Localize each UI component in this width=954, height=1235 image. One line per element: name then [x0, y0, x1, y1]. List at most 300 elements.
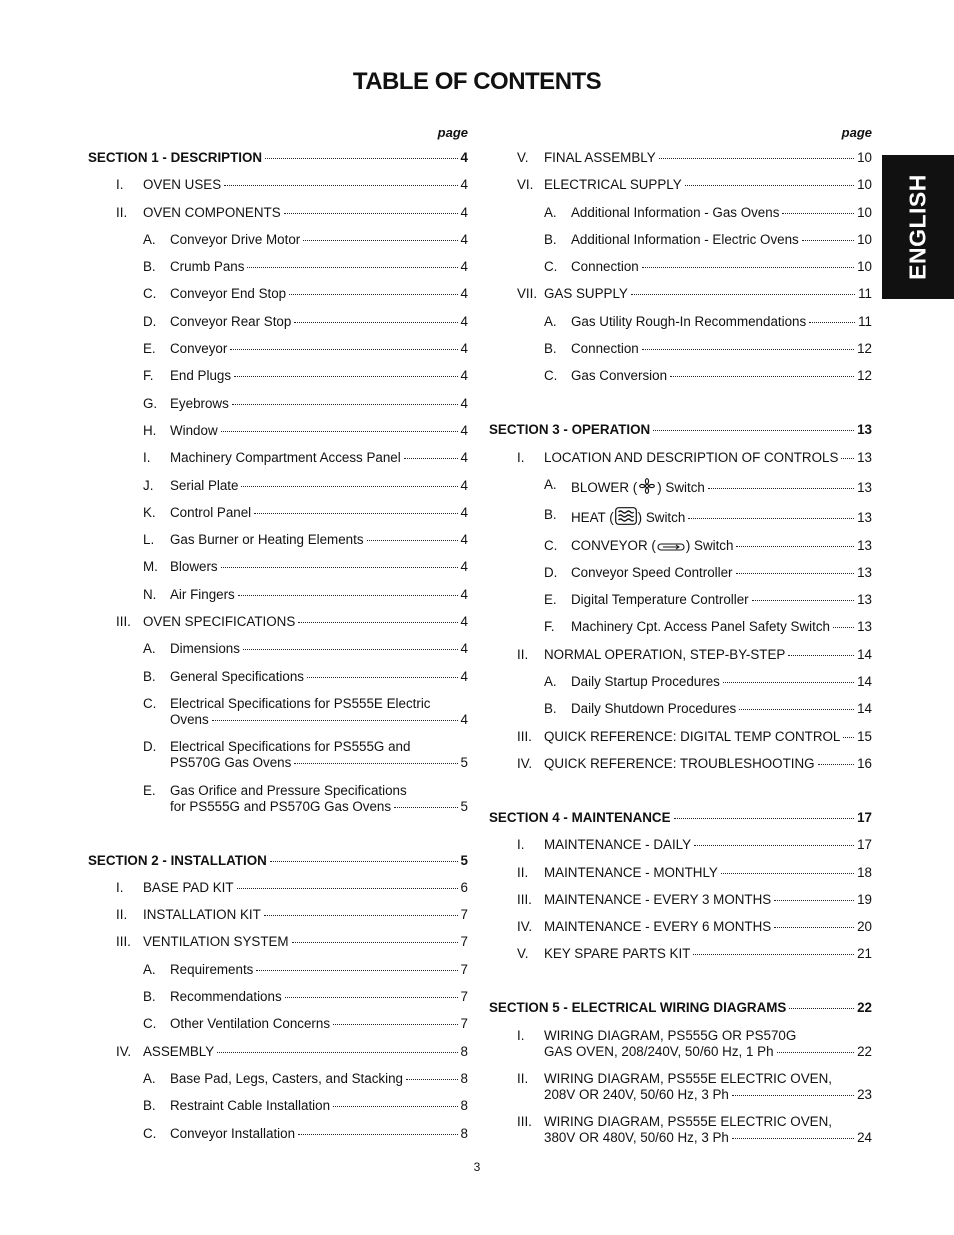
toc-entry-line — [170, 423, 468, 439]
toc-entry — [489, 1071, 872, 1103]
toc-page-number: 11 — [858, 286, 872, 302]
toc-entry-title: Connection — [571, 341, 639, 357]
toc-entry — [88, 1044, 468, 1060]
toc-entry-title — [571, 507, 685, 526]
toc-entry-text — [489, 422, 872, 438]
toc-page-number: 4 — [460, 586, 468, 602]
toc-entry-line — [170, 341, 468, 357]
toc-entry — [88, 450, 468, 466]
toc-entry-text — [489, 1000, 872, 1016]
toc-page-number: 5 — [460, 798, 468, 814]
dot-leader — [685, 185, 854, 186]
toc-entry-number: L. — [143, 532, 155, 548]
toc-entry-line — [170, 532, 468, 548]
dot-leader — [254, 513, 457, 514]
toc-entry-number: A. — [143, 961, 156, 977]
toc-entry-number: N. — [143, 586, 157, 602]
toc-entry-number: E. — [544, 592, 557, 608]
toc-entry-number: E. — [143, 782, 156, 798]
toc-entry-title: Connection — [571, 259, 639, 275]
toc-entry-title: NORMAL OPERATION, STEP-BY-STEP — [544, 646, 786, 662]
toc-entry-line — [544, 865, 872, 881]
dot-leader — [232, 404, 458, 405]
toc-entry-text — [489, 1071, 872, 1103]
toc-entry-number: II. — [517, 864, 529, 880]
dot-leader — [674, 818, 855, 819]
toc-entry-text — [88, 907, 468, 923]
toc-entry-number: II. — [116, 204, 128, 220]
conveyor-icon — [656, 538, 686, 553]
toc-entry-line — [143, 880, 468, 896]
toc-entry-line — [143, 1044, 468, 1060]
toc-entry-title: Digital Temperature Controller — [571, 592, 749, 608]
toc-left-column — [88, 120, 468, 1142]
toc-entry-line — [544, 729, 872, 745]
toc-page-number: 4 — [460, 204, 468, 220]
toc-entry-number: I. — [517, 837, 525, 853]
language-tab — [882, 155, 954, 299]
toc-entry-number: K. — [143, 504, 156, 520]
toc-entry-number: D. — [143, 313, 157, 329]
toc-entry-text — [489, 150, 872, 166]
toc-page-number: 21 — [857, 946, 872, 962]
toc-entry-title-part: ) Switch — [657, 479, 705, 495]
toc-entry — [88, 934, 468, 950]
toc-entry-line — [571, 259, 872, 275]
toc-entry-number: B. — [143, 668, 156, 684]
toc-entry-number: J. — [143, 477, 154, 493]
toc-entry-number: I. — [517, 449, 525, 465]
toc-entry-line — [571, 341, 872, 357]
toc-entry-line — [170, 259, 468, 275]
toc-section-heading — [489, 422, 872, 438]
dot-leader — [406, 1079, 458, 1080]
toc-page-number: 8 — [460, 1070, 468, 1086]
toc-entry-title: General Specifications — [170, 668, 304, 684]
toc-entry-line — [571, 701, 872, 717]
dot-leader — [631, 294, 855, 295]
toc-entry-title: Daily Shutdown Procedures — [571, 701, 737, 717]
toc-entry-number: VII. — [517, 286, 538, 302]
toc-entry — [489, 477, 872, 496]
toc-entry — [489, 507, 872, 526]
toc-entry-line — [170, 314, 468, 330]
dot-leader — [298, 1134, 458, 1135]
dot-leader — [285, 997, 458, 998]
toc-entry-number: V. — [517, 946, 529, 962]
toc-entry-line — [170, 783, 468, 799]
toc-entry-line — [170, 799, 468, 815]
toc-entry-number: IV. — [517, 919, 533, 935]
toc-entry-line — [143, 934, 468, 950]
dot-leader — [833, 627, 854, 628]
toc-page-number: 7 — [460, 961, 468, 977]
dot-leader — [284, 213, 458, 214]
toc-entry-line — [544, 1130, 872, 1146]
toc-entry-line — [544, 450, 872, 466]
toc-entry-line — [170, 286, 468, 302]
toc-entry-number: IV. — [116, 1043, 132, 1059]
toc-entry-number: F. — [143, 368, 154, 384]
toc-entry-line — [170, 1126, 468, 1142]
toc-entry-number: A. — [544, 204, 557, 220]
toc-entry-line — [571, 205, 872, 221]
dot-leader — [241, 486, 457, 487]
toc-entry — [88, 1098, 468, 1114]
toc-entry-title: Dimensions — [170, 641, 240, 657]
toc-entry-text — [88, 880, 468, 896]
dot-leader — [265, 158, 457, 159]
toc-entry-number: C. — [143, 286, 157, 302]
toc-page-number: 8 — [460, 1098, 468, 1114]
toc-entry-line — [170, 368, 468, 384]
toc-entry-number: II. — [116, 907, 128, 923]
toc-entry-number: A. — [544, 476, 557, 492]
dot-leader — [708, 488, 854, 489]
toc-page-number: 12 — [857, 341, 872, 357]
toc-entry-line — [571, 507, 872, 526]
toc-entry-title: OVEN COMPONENTS — [143, 204, 281, 220]
toc-page-number: 12 — [857, 368, 872, 384]
toc-entry-title: 208V OR 240V, 50/60 Hz, 3 Ph — [544, 1087, 729, 1103]
dot-leader — [774, 900, 854, 901]
toc-page-number: 4 — [460, 450, 468, 466]
toc-page-number: 4 — [460, 711, 468, 727]
dot-leader — [752, 600, 854, 601]
toc-page-number: 22 — [857, 1000, 872, 1016]
toc-entry-title: Conveyor End Stop — [170, 286, 287, 302]
toc-entry-number: III. — [116, 614, 131, 630]
toc-entry — [489, 565, 872, 581]
toc-entry-number: B. — [544, 701, 557, 717]
toc-entry — [88, 532, 468, 548]
toc-entry-number: III. — [517, 728, 532, 744]
toc-page-number: 13 — [857, 592, 872, 608]
toc-entry — [489, 538, 872, 554]
toc-entry-title: SECTION 4 - MAINTENANCE — [489, 809, 671, 825]
toc-entry-title: Serial Plate — [170, 477, 239, 493]
toc-entry-title: Base Pad, Legs, Casters, and Stacking — [170, 1070, 403, 1086]
toc-entry-number: II. — [517, 1071, 529, 1087]
toc-entry-title: Machinery Compartment Access Panel — [170, 450, 401, 466]
toc-entry-number: B. — [143, 1098, 156, 1114]
toc-entry — [88, 314, 468, 330]
toc-entry-line — [571, 477, 872, 496]
toc-page-number: 4 — [460, 313, 468, 329]
dot-leader — [243, 649, 458, 650]
toc-entry-line — [170, 587, 468, 603]
toc-entry-line — [544, 1044, 872, 1060]
dot-leader — [659, 158, 854, 159]
dot-leader — [789, 1008, 854, 1009]
dot-leader — [256, 970, 457, 971]
dot-leader — [732, 1138, 854, 1139]
toc-entry-title: FINAL ASSEMBLY — [544, 150, 656, 165]
dot-leader — [237, 888, 458, 889]
dot-leader — [221, 567, 458, 568]
toc-page-number: 5 — [460, 852, 468, 868]
toc-page-number: 13 — [857, 479, 872, 495]
toc-entry — [88, 783, 468, 815]
toc-page-number: 4 — [460, 422, 468, 438]
toc-entry — [489, 619, 872, 635]
toc-entry-text — [489, 450, 872, 466]
toc-entry — [489, 592, 872, 608]
toc-entry-text — [88, 150, 468, 166]
toc-entry-line — [170, 712, 468, 728]
toc-entry-text — [489, 177, 872, 193]
dot-leader — [802, 240, 854, 241]
toc-entry — [88, 396, 468, 412]
toc-entry-title: MAINTENANCE - EVERY 3 MONTHS — [544, 891, 772, 907]
toc-entry-text — [88, 934, 468, 950]
toc-entry-line — [170, 478, 468, 494]
toc-page-number: 13 — [857, 619, 872, 635]
toc-entry-title: Electrical Specifications for PS555G and — [170, 739, 411, 755]
dot-leader — [292, 942, 458, 943]
dot-leader — [736, 573, 855, 574]
toc-entry-title: Gas Burner or Heating Elements — [170, 532, 364, 548]
toc-entry-line — [571, 565, 872, 581]
toc-entry-line — [571, 619, 872, 635]
toc-entry — [489, 1028, 872, 1060]
toc-entry — [88, 614, 468, 630]
toc-entry-number: A. — [544, 313, 557, 329]
toc-entry — [489, 919, 872, 935]
toc-entry — [489, 647, 872, 663]
toc-page-number: 10 — [857, 231, 872, 247]
toc-entry-title: Gas Conversion — [571, 368, 668, 384]
toc-page-number: 4 — [460, 231, 468, 247]
toc-entry-number: C. — [143, 1125, 157, 1141]
toc-entry — [88, 880, 468, 896]
dot-leader — [843, 737, 854, 738]
toc-entry-line — [544, 946, 872, 962]
toc-page-number: 19 — [857, 891, 872, 907]
toc-entry-line — [170, 739, 468, 755]
toc-section-heading — [489, 810, 872, 826]
toc-entry-text — [489, 1114, 872, 1146]
toc-entry-line — [88, 853, 468, 869]
toc-page-number: 4 — [460, 504, 468, 520]
toc-entry — [88, 1126, 468, 1142]
toc-page-number: 13 — [857, 449, 872, 465]
dot-leader — [333, 1106, 458, 1107]
toc-entry — [489, 150, 872, 166]
toc-right-column — [489, 120, 872, 1146]
toc-entry-number: VI. — [517, 177, 534, 193]
toc-entry-number: I. — [143, 450, 151, 466]
toc-entry-title: GAS OVEN, 208/240V, 50/60 Hz, 1 Ph — [544, 1043, 774, 1059]
toc-page-number: 10 — [857, 150, 872, 165]
toc-entry-number: III. — [517, 1114, 532, 1130]
toc-page-number: 7 — [460, 989, 468, 1005]
toc-page-number: 20 — [857, 919, 872, 935]
toc-entry-title: MAINTENANCE - EVERY 6 MONTHS — [544, 919, 772, 935]
toc-entry-line — [544, 286, 872, 302]
toc-entry — [88, 478, 468, 494]
toc-entry-title: OVEN USES — [143, 177, 222, 193]
toc-entry-number: E. — [143, 341, 156, 357]
toc-entry-title: Requirements — [170, 961, 254, 977]
dot-leader — [693, 954, 854, 955]
toc-entry — [88, 1016, 468, 1032]
toc-entry — [489, 946, 872, 962]
toc-entry-line — [170, 755, 468, 771]
toc-entry-line — [571, 538, 872, 554]
toc-entry — [88, 505, 468, 521]
toc-entry-number: I. — [116, 177, 124, 193]
toc-entry-text — [489, 865, 872, 881]
toc-entry-title: Window — [170, 422, 218, 438]
toc-entry-line — [544, 919, 872, 935]
toc-entry-line — [170, 696, 468, 712]
toc-page-number: 10 — [857, 177, 872, 193]
toc-entry — [489, 701, 872, 717]
toc-entry-title: WIRING DIAGRAM, PS555E ELECTRIC OVEN, — [544, 1071, 832, 1087]
toc-page-number: 11 — [858, 313, 872, 329]
dot-leader — [270, 861, 458, 862]
toc-entry-text — [489, 286, 872, 302]
toc-entry-text — [489, 837, 872, 853]
toc-entry-number: C. — [544, 537, 558, 553]
toc-entry-number: G. — [143, 395, 158, 411]
toc-entry-title: WIRING DIAGRAM, PS555E ELECTRIC OVEN, — [544, 1114, 832, 1130]
dot-leader — [732, 1095, 854, 1096]
toc-entry-title — [571, 477, 705, 496]
toc-entry-title: GAS SUPPLY — [544, 286, 628, 302]
toc-entry-line — [88, 150, 468, 166]
toc-entry-line — [489, 422, 872, 438]
toc-entry-line — [170, 559, 468, 575]
toc-entry-title: Other Ventilation Concerns — [170, 1016, 331, 1032]
toc-entry — [489, 341, 872, 357]
language-tab-label: ENGLISH — [904, 174, 931, 280]
toc-entry-line — [170, 1016, 468, 1032]
toc-entry-number: I. — [517, 1027, 525, 1043]
toc-entry-line — [170, 450, 468, 466]
toc-entry-number: D. — [143, 739, 157, 755]
dot-leader — [289, 294, 457, 295]
dot-leader — [694, 845, 854, 846]
toc-entry-number: I. — [116, 879, 124, 895]
toc-page-number: 17 — [857, 837, 872, 853]
toc-entry-number: C. — [544, 259, 558, 275]
toc-entry-title: KEY SPARE PARTS KIT — [544, 946, 691, 962]
toc-entry-title: SECTION 5 - ELECTRICAL WIRING DIAGRAMS — [489, 1000, 787, 1016]
heat-icon — [614, 510, 638, 525]
toc-entry — [88, 962, 468, 978]
page-number: 3 — [473, 1160, 481, 1174]
dot-leader — [670, 376, 854, 377]
toc-entry-title: QUICK REFERENCE: TROUBLESHOOTING — [544, 755, 815, 771]
toc-entry-title: for PS555G and PS570G Gas Ovens — [170, 798, 392, 814]
toc-entry — [489, 837, 872, 853]
toc-page-number: 22 — [857, 1043, 872, 1059]
toc-entry-line — [544, 177, 872, 193]
toc-entry-text — [489, 892, 872, 908]
toc-entry-number: M. — [143, 559, 158, 575]
dot-leader — [777, 1052, 855, 1053]
dot-leader — [841, 458, 854, 459]
toc-entry-number: B. — [544, 341, 557, 357]
toc-entry — [489, 232, 872, 248]
toc-entry-title: INSTALLATION KIT — [143, 907, 261, 923]
toc-entry-title: LOCATION AND DESCRIPTION OF CONTROLS — [544, 449, 839, 465]
dot-leader — [221, 431, 458, 432]
dot-leader — [653, 430, 854, 431]
toc-entry-line — [544, 1071, 872, 1087]
toc-page-number: 8 — [460, 1043, 468, 1059]
toc-entry — [88, 669, 468, 685]
dot-leader — [217, 1052, 457, 1053]
toc-entry — [489, 177, 872, 193]
toc-entry-line — [143, 614, 468, 630]
toc-entry-text — [489, 919, 872, 935]
toc-entry-line — [170, 641, 468, 657]
toc-entry-number: B. — [143, 989, 156, 1005]
toc-page-number: 4 — [460, 286, 468, 302]
toc-entry-title: Restraint Cable Installation — [170, 1098, 331, 1114]
toc-entry — [88, 907, 468, 923]
toc-page-number: 7 — [460, 934, 468, 950]
toc-page-number: 10 — [857, 204, 872, 220]
toc-entry-number: F. — [544, 619, 555, 635]
toc-entry-line — [571, 592, 872, 608]
toc-entry — [88, 341, 468, 357]
toc-page-number: 13 — [857, 510, 872, 526]
toc-page-number: 4 — [460, 341, 468, 357]
toc-entry-number: D. — [544, 564, 558, 580]
toc-entry-title: ASSEMBLY — [143, 1043, 215, 1059]
toc-entry — [489, 259, 872, 275]
toc-entry-line — [544, 892, 872, 908]
toc-entry — [489, 674, 872, 690]
toc-entry-title: Eyebrows — [170, 395, 229, 411]
dot-leader — [247, 267, 457, 268]
toc-entry-line — [571, 674, 872, 690]
toc-entry-line — [544, 837, 872, 853]
dot-leader — [230, 349, 457, 350]
toc-entry — [489, 892, 872, 908]
toc-entry — [88, 232, 468, 248]
toc-entry-line — [143, 205, 468, 221]
dot-leader — [739, 709, 854, 710]
toc-page-number: 4 — [460, 641, 468, 657]
toc-entry-title: Daily Startup Procedures — [571, 674, 720, 690]
toc-entry — [88, 739, 468, 771]
dot-leader — [642, 267, 854, 268]
toc-entry-title: Air Fingers — [170, 586, 235, 602]
toc-entry-text — [489, 946, 872, 962]
dot-leader — [238, 595, 458, 596]
toc-page-number: 17 — [857, 809, 872, 825]
toc-entry-number: III. — [517, 891, 532, 907]
toc-entry-title: Conveyor Installation — [170, 1125, 296, 1141]
toc-entry-title: OVEN SPECIFICATIONS — [143, 614, 296, 630]
toc-page-number: 4 — [460, 368, 468, 384]
toc-entry-number: A. — [143, 641, 156, 657]
dot-leader — [688, 518, 854, 519]
page-column-header: page — [437, 125, 468, 140]
toc-entry-number: V. — [517, 150, 529, 165]
toc-page-number: 14 — [857, 701, 872, 717]
toc-page-number: 4 — [460, 559, 468, 575]
dot-leader — [367, 540, 458, 541]
toc-entry-number: A. — [143, 231, 156, 247]
toc-entry-number: III. — [116, 934, 131, 950]
toc-entry-title: SECTION 2 - INSTALLATION — [88, 852, 267, 868]
